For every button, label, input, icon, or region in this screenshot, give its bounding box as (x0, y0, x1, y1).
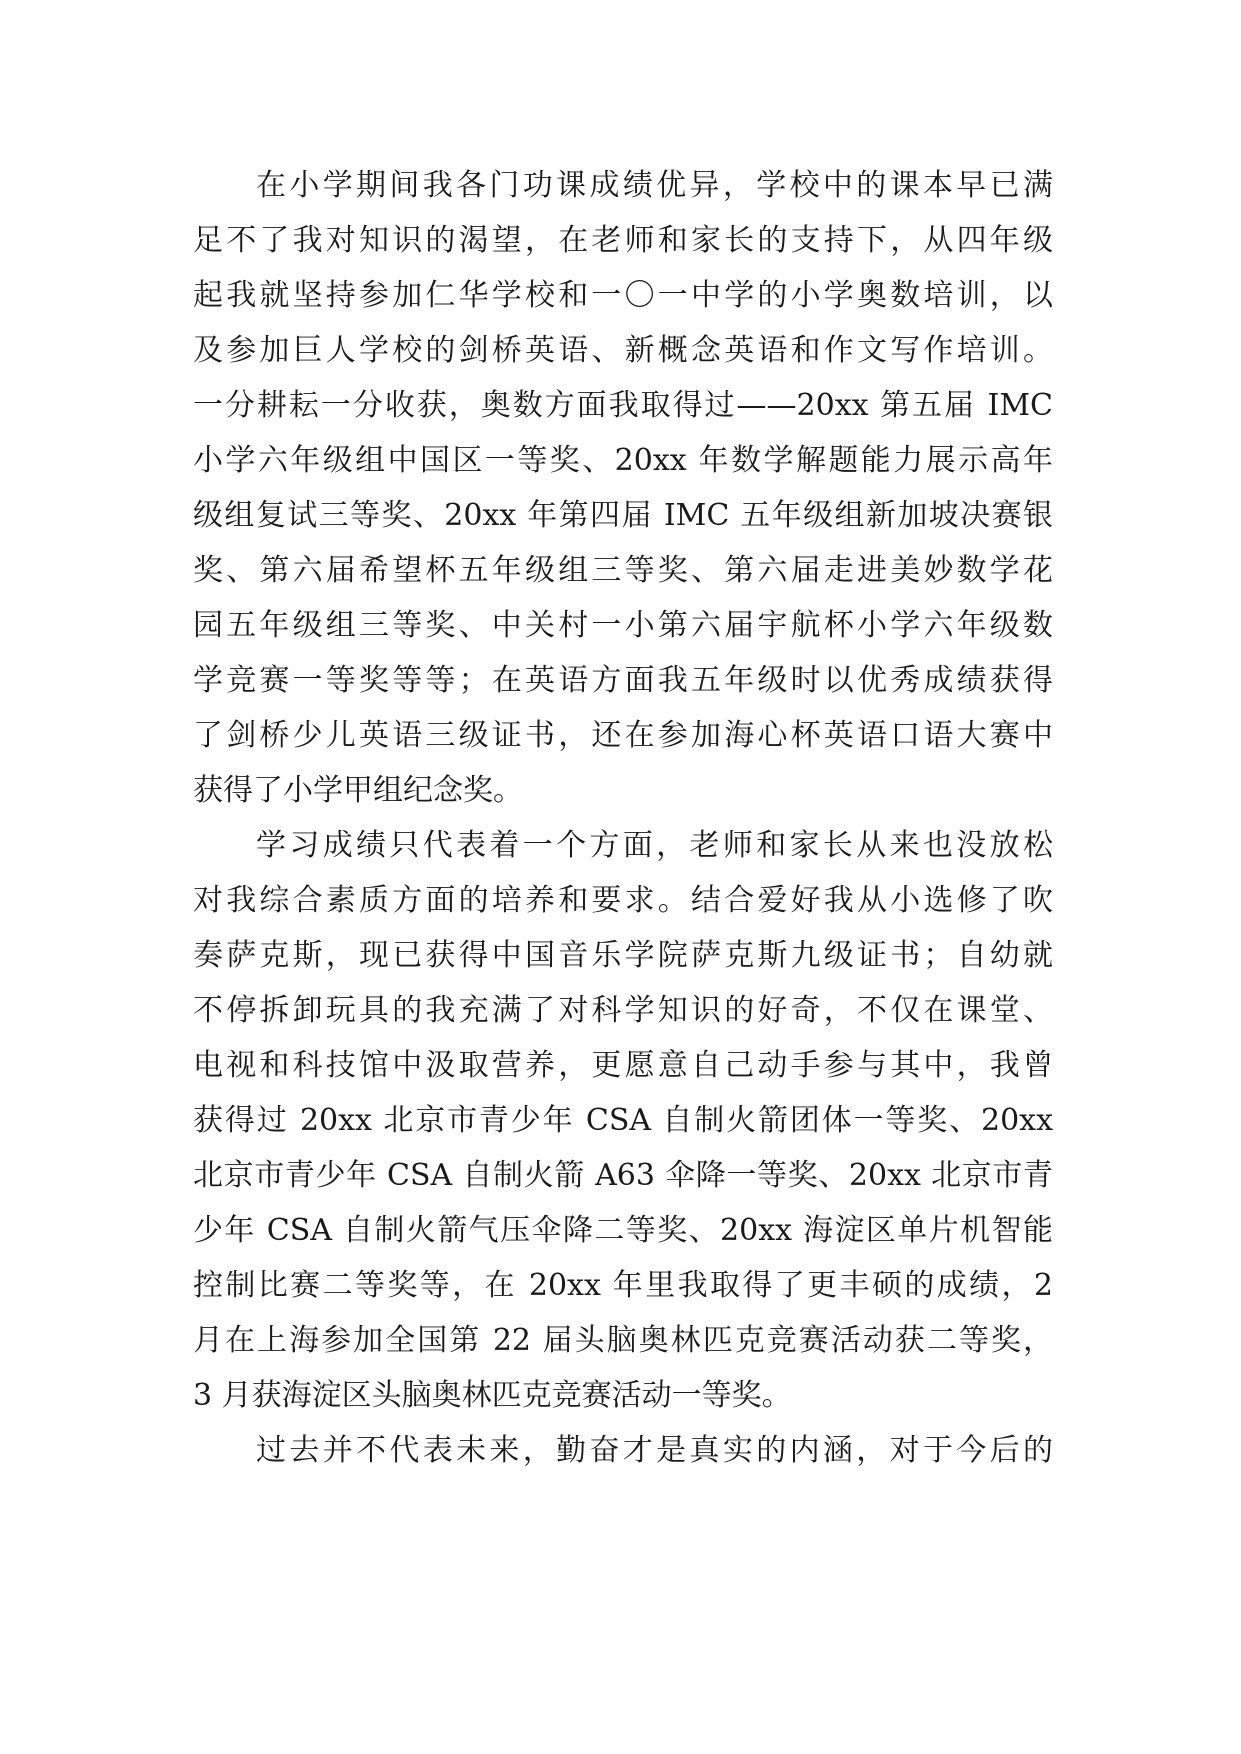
text-line: 园五年级组三等奖、中关村一小第六届宇航杯小学六年级数 (193, 608, 1053, 643)
text-line: 北京市青少年 CSA 自制火箭 A63 伞降一等奖、20xx 北京市青 (193, 1158, 1053, 1193)
text-line: 3 月获海淀区头脑奥林匹克竞赛活动一等奖。 (193, 1378, 792, 1413)
document-body (193, 158, 1053, 1478)
text-line: 学竞赛一等奖等等；在英语方面我五年级时以优秀成绩获得 (193, 663, 1053, 698)
text-line: 足不了我对知识的渴望，在老师和家长的支持下，从四年级 (193, 223, 1053, 258)
text-line: 及参加巨人学校的剑桥英语、新概念英语和作文写作培训。 (193, 333, 1053, 368)
text-line: 获得了小学甲组纪念奖。 (193, 773, 523, 808)
text-line: 过去并不代表未来，勤奋才是真实的内涵，对于今后的 (256, 1433, 1053, 1468)
text-line: 学习成绩只代表着一个方面，老师和家长从来也没放松 (256, 828, 1053, 863)
text-line: 了剑桥少儿英语三级证书，还在参加海心杯英语口语大赛中 (193, 718, 1053, 753)
text-line: 月在上海参加全国第 22 届头脑奥林匹克竞赛活动获二等奖， (193, 1323, 1053, 1358)
text-line: 控制比赛二等奖等，在 20xx 年里我取得了更丰硕的成绩，2 (193, 1268, 1053, 1303)
text-line: 在小学期间我各门功课成绩优异，学校中的课本早已满 (256, 168, 1053, 203)
text-line: 对我综合素质方面的培养和要求。结合爱好我从小选修了吹 (193, 883, 1053, 918)
paragraph-1 (193, 158, 1053, 818)
text-line: 级组复试三等奖、20xx 年第四届 IMC 五年级组新加坡决赛银 (193, 498, 1053, 533)
text-line: 不停拆卸玩具的我充满了对科学知识的好奇，不仅在课堂、 (193, 993, 1053, 1028)
text-line: 一分耕耘一分收获，奥数方面我取得过——20xx 第五届 IMC (193, 388, 1053, 423)
text-line: 少年 CSA 自制火箭气压伞降二等奖、20xx 海淀区单片机智能 (193, 1213, 1053, 1248)
paragraph-2 (193, 818, 1053, 1423)
text-line: 起我就坚持参加仁华学校和一〇一中学的小学奥数培训，以 (193, 278, 1053, 313)
text-line: 获得过 20xx 北京市青少年 CSA 自制火箭团体一等奖、20xx (193, 1103, 1053, 1138)
text-line: 奖、第六届希望杯五年级组三等奖、第六届走进美妙数学花 (193, 553, 1053, 588)
paragraph-3 (193, 1423, 1053, 1478)
text-line: 小学六年级组中国区一等奖、20xx 年数学解题能力展示高年 (193, 443, 1053, 478)
text-line: 电视和科技馆中汲取营养，更愿意自己动手参与其中，我曾 (193, 1048, 1053, 1083)
text-line: 奏萨克斯，现已获得中国音乐学院萨克斯九级证书；自幼就 (193, 938, 1053, 973)
